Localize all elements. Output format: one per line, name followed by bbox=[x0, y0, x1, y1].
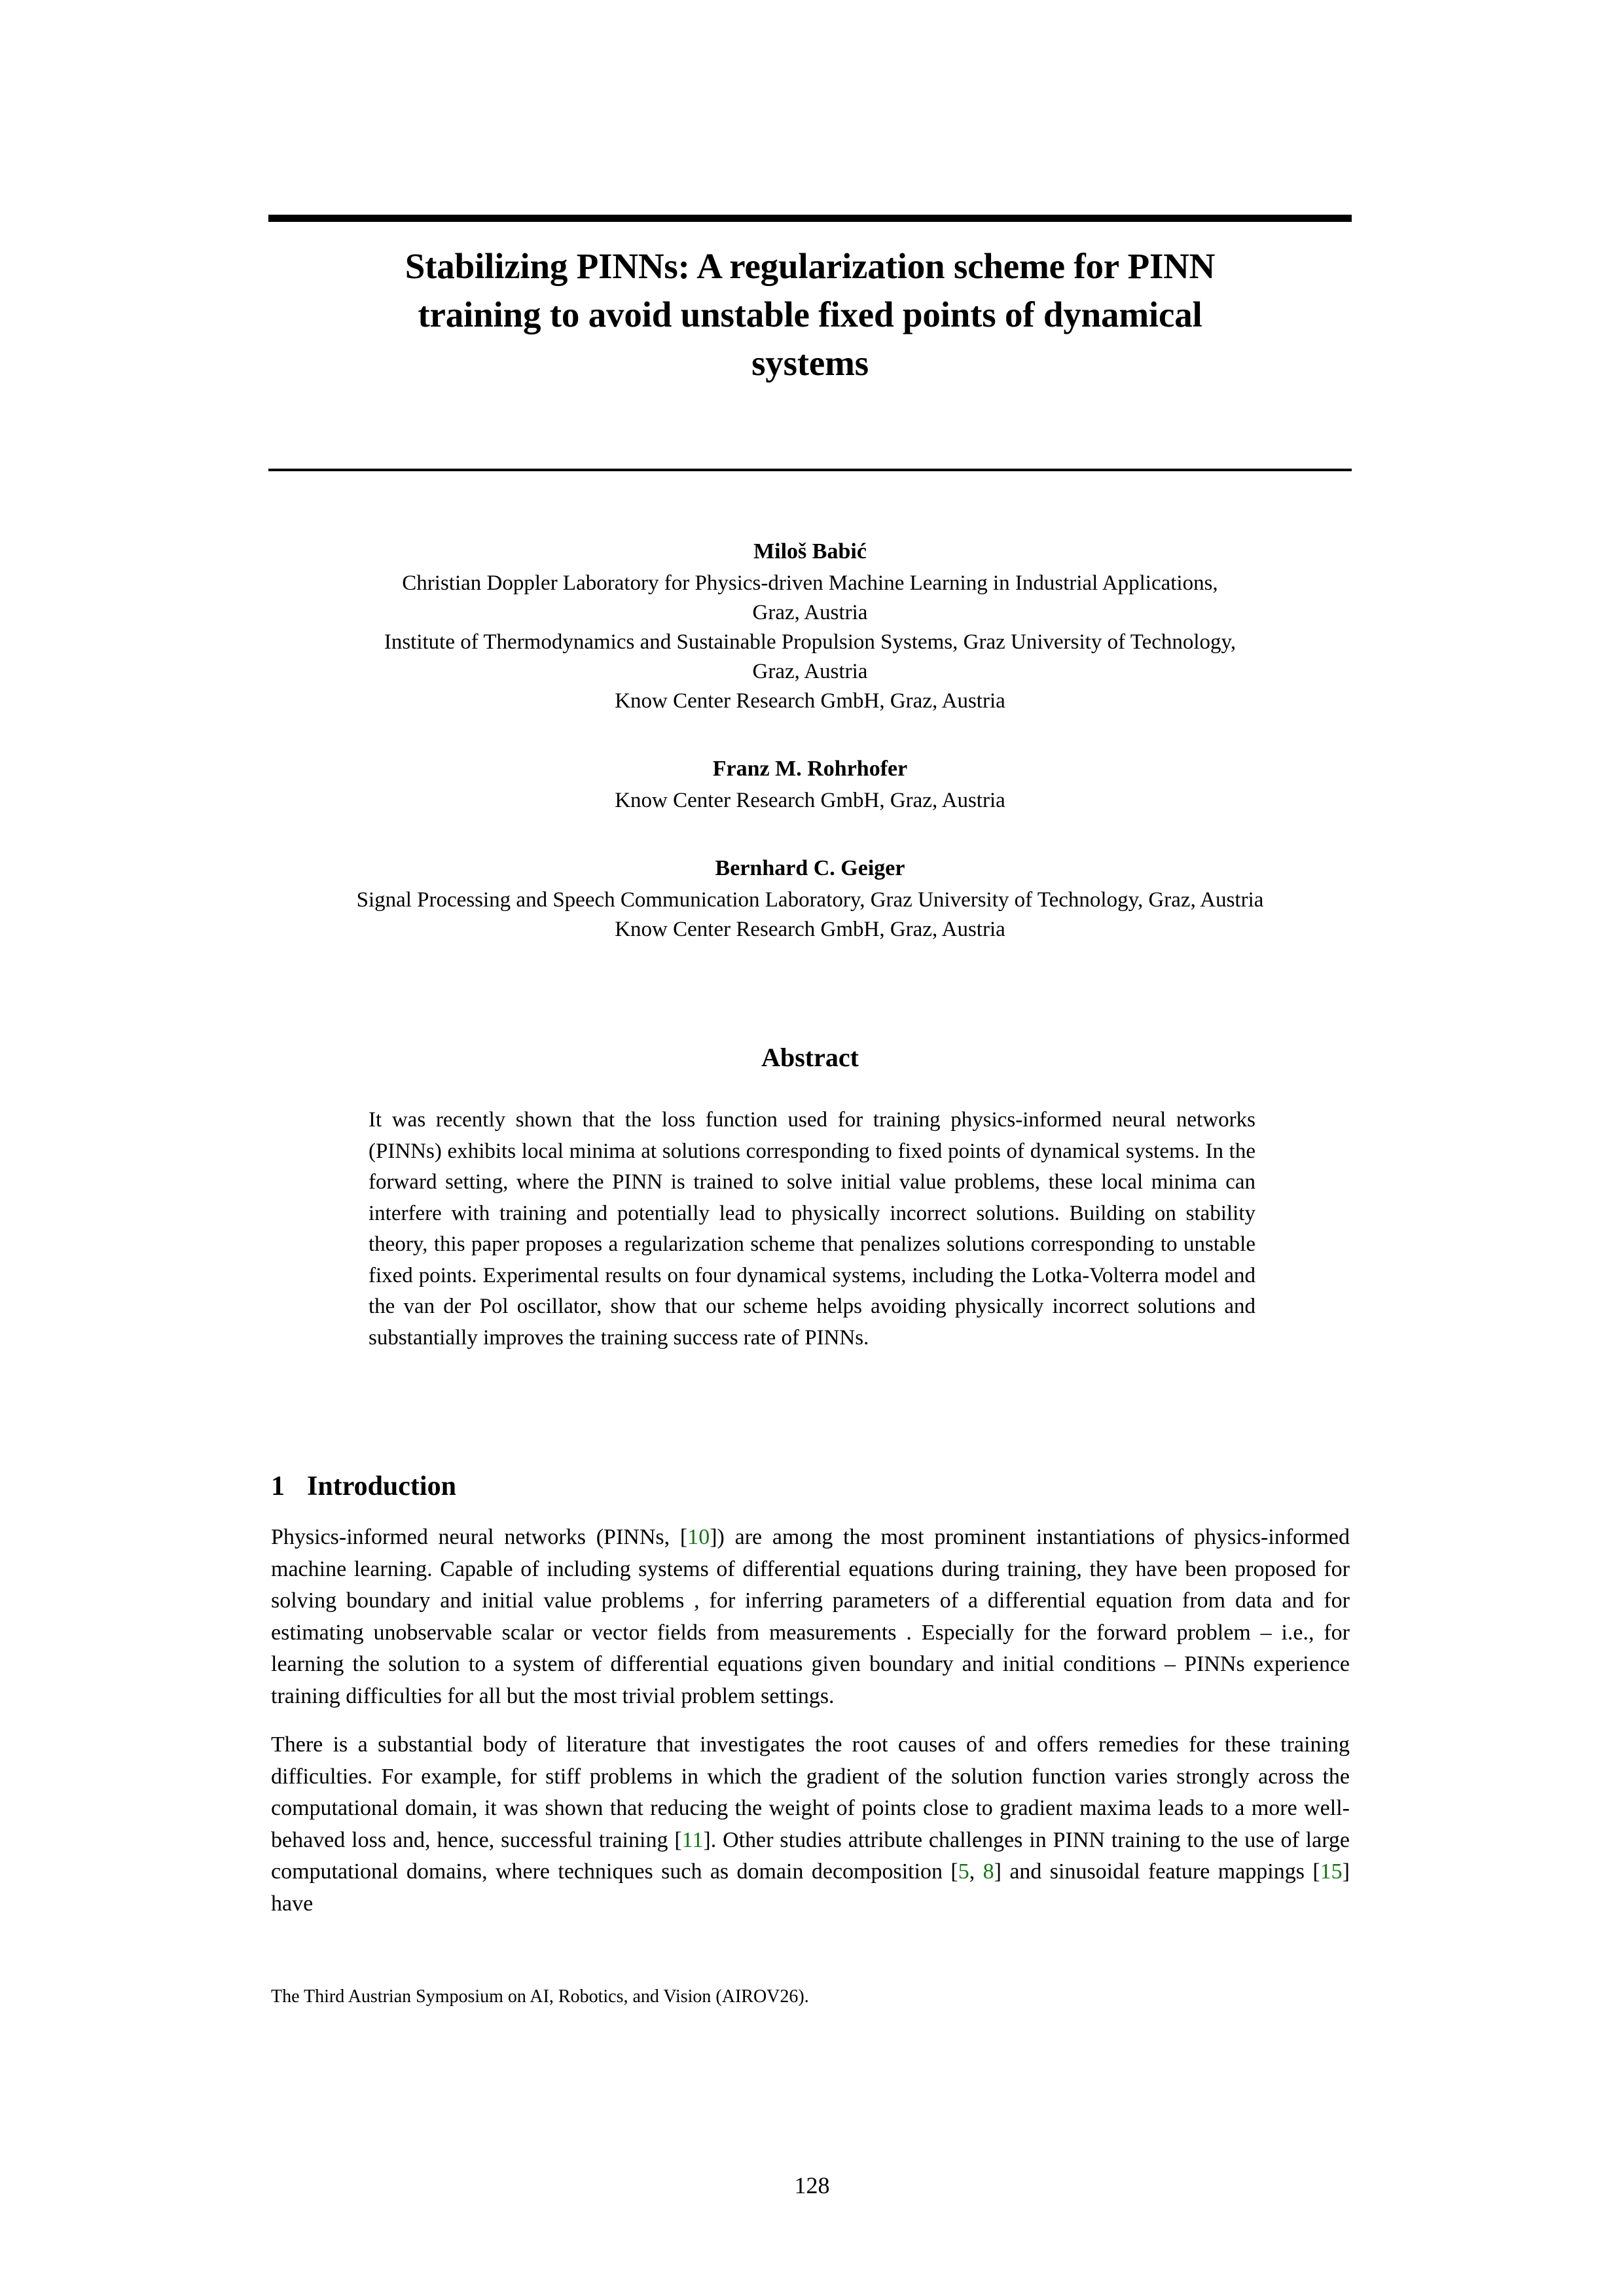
text-run: There is a substantial body of literature that investigates the root causes of and offers remedies for these training difficulties. For example, for stiff problems in which the gradient of the solution function varies strongly across the computational domain, it was shown that reducing the weight of points close to gradient maxima leads to a more well-behaved loss and, hence, successful training [ bbox=[271, 1732, 1350, 1852]
text-run: ]. Other studies attribute challenges in PINN training to the use of large computational domains, where techniques such as domain decomposition [ bbox=[271, 1827, 1350, 1884]
text-run: , bbox=[969, 1859, 983, 1884]
citation-link[interactable]: 5 bbox=[958, 1859, 969, 1884]
section-title: Introduction bbox=[307, 1471, 456, 1501]
author-affiliation-line: Institute of Thermodynamics and Sustainable Propulsion Systems, Graz University of Technology, bbox=[384, 630, 1236, 654]
abstract-heading: Abstract bbox=[761, 1043, 859, 1072]
abstract-text: It was recently shown that the loss function used for training physics-informed neural networks (PINNs) exhibits local minima at solutions corresponding to fixed points of dynamical systems. In the forward setting, where the PINN is trained to solve initial value problems, these local minima can interfere with training and potentially lead to physically incorrect solutions. Building on stability theory, this paper proposes a regularization scheme that penalizes solutions corresponding to unstable fixed points. Experimental results on four dynamical systems, including the Lotka-Volterra model and the van der Pol oscillator, show that our scheme helps avoiding physically incorrect solutions and substantially improves the training success rate of PINNs. bbox=[369, 1108, 1255, 1350]
author-entry bbox=[268, 853, 1352, 944]
author-affiliation-line: Graz, Austria bbox=[752, 601, 868, 624]
author-block bbox=[268, 537, 1352, 944]
author-affiliation-line: Signal Processing and Speech Communication Laboratory, Graz University of Technology, Graz, Austria bbox=[356, 888, 1264, 912]
author-affiliation-line: Christian Doppler Laboratory for Physics-driven Machine Learning in Industrial Applications, bbox=[402, 571, 1218, 595]
citation-link[interactable]: 8 bbox=[983, 1859, 994, 1884]
author-name: Franz M. Rohrhofer bbox=[712, 757, 908, 781]
body-column bbox=[271, 1522, 1350, 1920]
paragraph bbox=[271, 1522, 1350, 1712]
text-run: ] and sinusoidal feature mappings [ bbox=[994, 1859, 1320, 1884]
page-number: 128 bbox=[794, 2172, 830, 2198]
footnote-text: The Third Austrian Symposium on AI, Robotics, and Vision (AIROV26). bbox=[271, 1986, 809, 2007]
title-line-3: systems bbox=[751, 343, 869, 383]
title-bottom-rule bbox=[268, 469, 1352, 471]
paper-title bbox=[268, 242, 1352, 387]
citation-link[interactable]: 15 bbox=[1320, 1859, 1343, 1884]
author-affiliation-line: Graz, Austria bbox=[752, 660, 868, 683]
author-affiliation-line: Know Center Research GmbH, Graz, Austria bbox=[615, 789, 1005, 812]
text-run: ] have bbox=[271, 1859, 1350, 1916]
author-affiliation-line: Know Center Research GmbH, Graz, Austria bbox=[615, 918, 1005, 941]
author-name: Bernhard C. Geiger bbox=[715, 856, 905, 880]
citation-link[interactable]: 11 bbox=[681, 1827, 704, 1852]
author-name: Miloš Babić bbox=[753, 539, 867, 564]
citation-link[interactable]: 10 bbox=[687, 1525, 710, 1549]
text-run: Physics-informed neural networks (PINNs, [ bbox=[271, 1525, 688, 1549]
author-entry bbox=[268, 537, 1352, 716]
author-entry bbox=[268, 754, 1352, 816]
text-run: ]) are among the most prominent instantiations of physics-informed machine learning. Capable of including systems of differential equations during training, they have been proposed for solving boundary and initial value problems , for inferring parameters of a differential equation from data and for estimating unobservable scalar or vector fields from measurements . Especially for the forward problem – i.e., for learning the solution to a system of differential equations given boundary and initial conditions – PINNs experience training difficulties for all but the most trivial problem settings. bbox=[271, 1525, 1350, 1708]
paragraph bbox=[271, 1729, 1350, 1920]
section-number: 1 bbox=[271, 1471, 285, 1501]
author-affiliation-line: Know Center Research GmbH, Graz, Austria bbox=[615, 689, 1005, 713]
title-line-1: Stabilizing PINNs: A regularization scheme for PINN bbox=[405, 246, 1216, 286]
section-heading-introduction bbox=[271, 1468, 456, 1505]
title-top-rule bbox=[268, 215, 1352, 222]
title-line-2: training to avoid unstable fixed points of dynamical bbox=[418, 295, 1202, 334]
